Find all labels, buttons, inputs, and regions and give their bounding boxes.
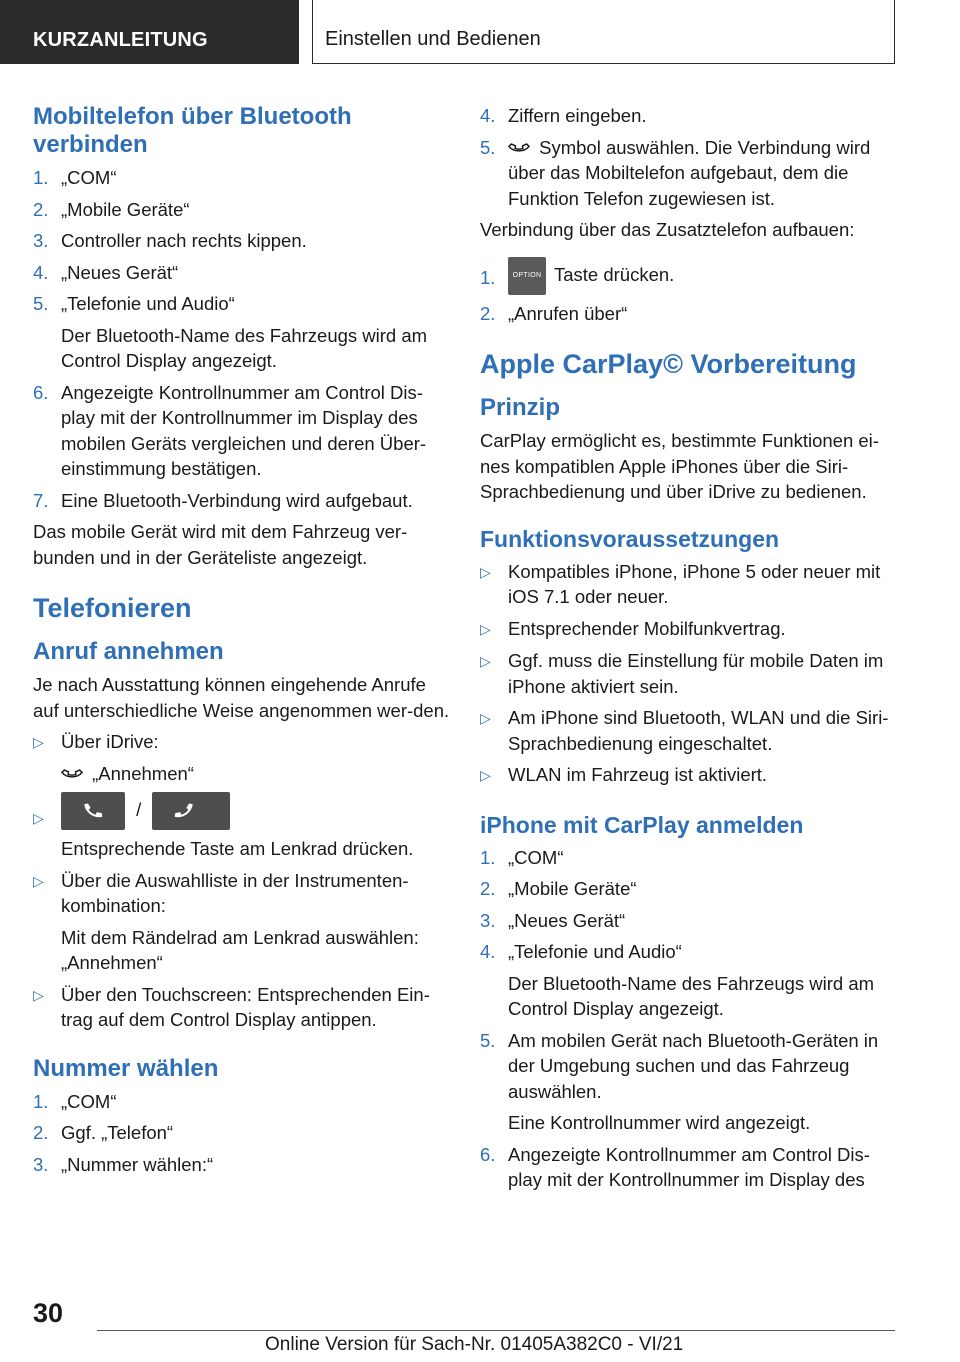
triangle-bullet-icon: ▷ (480, 653, 491, 669)
phone-end-icon (172, 800, 196, 822)
phone-icon (61, 763, 83, 783)
footer-divider (97, 1330, 895, 1331)
triangle-bullet-icon: ▷ (33, 810, 44, 826)
bullet-item: ▷ Kompatibles iPhone, iPhone 5 oder neuer mit iOS 7.1 oder neuer. (480, 559, 898, 610)
heading-nummer: Nummer wählen (33, 1054, 219, 1082)
heading-carplay: Apple CarPlay© Vorbereitung (480, 349, 857, 379)
bullet-item: ▷ Am iPhone sind Bluetooth, WLAN und die Siri-Sprachbedienung eingeschaltet. (480, 705, 898, 756)
bullet-item: ▷ WLAN im Fahrzeug ist aktiviert. (480, 762, 898, 789)
triangle-bullet-icon: ▷ (33, 986, 44, 1003)
header-chapter: Einstellen und Bedienen (312, 0, 895, 64)
triangle-bullet-icon: ▷ (480, 620, 491, 637)
heading-anruf: Anruf annehmen (33, 638, 224, 665)
bullet-item: ▷ / Entsprechende Taste am Lenkrad drücken. (33, 792, 451, 862)
phone-accept-icon (81, 800, 105, 822)
list-item: 5. Am mobilen Gerät nach Bluetooth-Geräten in der Umgebung suchen und das Fahrzeug auswählen. Eine Kontrollnummer wird angezeigt. (480, 1029, 879, 1133)
list-item: 1. „COM“ (480, 846, 564, 868)
accept-call-button-image (61, 792, 125, 830)
paragraph: Das mobile Gerät wird mit dem Fahrzeug ver-bunden und in der Geräteliste angezeigt. (33, 521, 408, 568)
bullet-item: ▷ Über iDrive: „Annehmen“ (33, 729, 451, 786)
list-item: 4. „Neues Gerät“ (33, 261, 179, 283)
list-item: 5. Symbol auswählen. Die Verbindung wird über das Mobiltelefon aufgebaut, dem die Funktion Telefon zugewiesen ist. (480, 136, 871, 209)
paragraph: CarPlay ermöglicht es, bestimmte Funktionen ei-nes kompatiblen Apple iPhones über die Siri-Sprachbedienung und über iDrive zu bedienen. (480, 430, 879, 502)
bullet-item: ▷ Über den Touchscreen: Entsprechenden Ein-trag auf dem Control Display antippen. (33, 982, 451, 1033)
end-call-button-image (152, 792, 230, 830)
paragraph: Verbindung über das Zusatztelefon aufbauen: (480, 219, 855, 240)
paragraph: Je nach Ausstattung können eingehende Anrufe auf unterschiedliche Weise angenommen wer-den. (33, 674, 450, 721)
list-item: 4. „Telefonie und Audio“ Der Bluetooth-Name des Fahrzeugs wird am Control Display angezeigt. (480, 941, 875, 1019)
list-item: 6. Angezeigte Kontrollnummer am Control Dis-play mit der Kontrollnummer im Display des mobilen Geräts vergleichen und deren Über-einstimmung bestätigen. (33, 381, 427, 479)
triangle-bullet-icon: ▷ (480, 563, 491, 580)
list-item: 2. „Mobile Geräte“ (33, 198, 190, 220)
footer-text: Online Version für Sach-Nr. 01405A382C0 - VI/21 (265, 1334, 684, 1355)
heading-bluetooth: Mobiltelefon über Bluetooth verbinden (33, 103, 352, 158)
list-item: 2. Ggf. „Telefon“ (33, 1122, 174, 1143)
list-item: 7. Eine Bluetooth-Verbindung wird aufgebaut. (33, 489, 413, 511)
triangle-bullet-icon: ▷ (480, 767, 491, 783)
triangle-bullet-icon: ▷ (33, 872, 44, 889)
phone-icon (508, 137, 530, 157)
list-item: 4. Ziffern eingeben. (480, 105, 647, 126)
list-item: 3. „Neues Gerät“ (480, 909, 626, 931)
triangle-bullet-icon: ▷ (33, 734, 44, 750)
heading-prinzip: Prinzip (480, 394, 561, 421)
bullet-item: ▷ Entsprechender Mobilfunkvertrag. (480, 616, 898, 643)
list-item: 6. Angezeigte Kontrollnummer am Control Dis-play mit der Kontrollnummer im Display des (480, 1143, 870, 1190)
heading-telefonieren: Telefonieren (33, 593, 192, 623)
header-section: KURZANLEITUNG (0, 0, 299, 64)
list-item: 1. OPTION Taste drücken. (480, 257, 898, 295)
left-column (33, 103, 451, 1183)
heading-carplay-anmelden: iPhone mit CarPlay anmelden (480, 811, 804, 838)
list-item: 1. „COM“ (33, 1090, 117, 1112)
bullet-item: ▷ Über die Auswahlliste in der Instrumenten-kombination: Mit dem Rändelrad am Lenkrad auswählen: „Annehmen“ (33, 868, 451, 976)
right-column (480, 103, 898, 1199)
list-item: 5. „Telefonie und Audio“ Der Bluetooth-Name des Fahrzeugs wird am Control Display angezeigt. (33, 293, 428, 371)
list-item: 2. „Mobile Geräte“ (480, 878, 637, 899)
triangle-bullet-icon: ▷ (480, 710, 491, 726)
list-item: 2. „Anrufen über“ (480, 302, 628, 324)
heading-funktionsvoraussetzungen: Funktionsvoraussetzungen (480, 525, 780, 552)
page-number: 30 (33, 1298, 64, 1328)
list-item: 3. Controller nach rechts kippen. (33, 230, 307, 251)
option-button-image: OPTION (508, 257, 546, 295)
list-item: 1. „COM“ (33, 167, 117, 188)
bullet-item: ▷ Ggf. muss die Einstellung für mobile Daten im iPhone aktiviert sein. (480, 648, 898, 699)
list-item: 3. „Nummer wählen:“ (33, 1153, 214, 1175)
